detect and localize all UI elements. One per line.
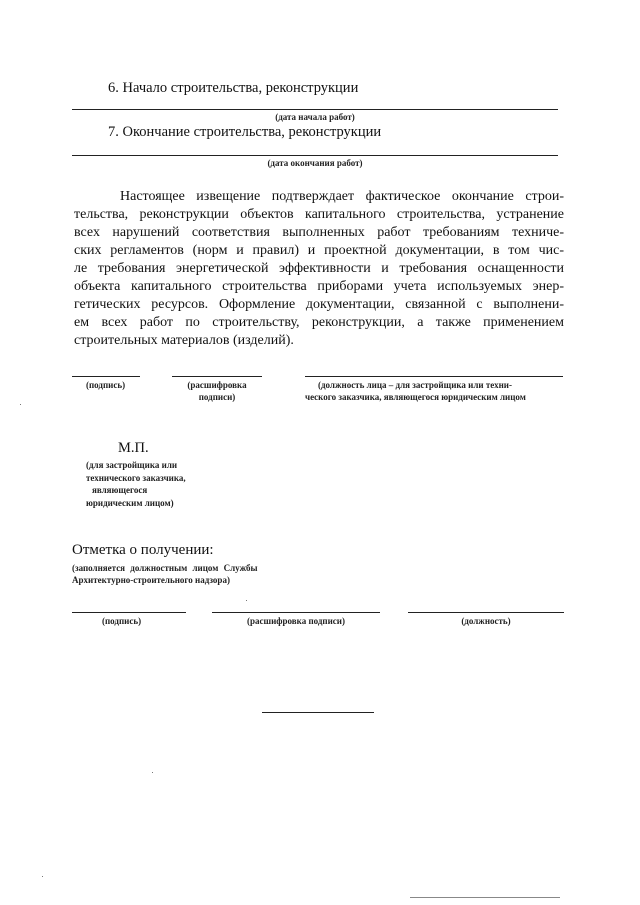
statement-line: всех нарушений соответствия выполненных работ требованиям техниче- — [74, 225, 564, 240]
statement-line: ем всех работ по строительству, реконструкции, а также применением — [74, 315, 564, 330]
receipt-title: Отметка о получении: — [72, 542, 214, 558]
statement-line: ских регламентов (норм и правил) и проектной документации, в том чис- — [74, 243, 564, 258]
developer-signature-line[interactable] — [72, 376, 140, 377]
start-date-line[interactable] — [72, 109, 558, 110]
statement-line: Настоящее извещение подтверждает фактическое окончание строи- — [120, 189, 564, 204]
receipt-decoding-caption: (расшифровка подписи) — [247, 616, 345, 626]
developer-signature-caption: (подпись) — [86, 380, 126, 390]
developer-decoding-caption-1: (расшифровка — [187, 380, 247, 390]
end-date-caption: (дата окончания работ) — [267, 158, 363, 168]
receipt-position-line[interactable] — [408, 612, 564, 613]
separator-rule — [262, 712, 374, 713]
stamp-note-line: являющегося — [92, 485, 148, 495]
end-date-line[interactable] — [72, 155, 558, 156]
scan-speck — [42, 876, 43, 877]
start-heading: 6. Начало строительства, реконструкции — [108, 80, 359, 96]
start-date-caption: (дата начала работ) — [275, 112, 355, 122]
receipt-position-caption: (должность) — [461, 616, 511, 626]
developer-position-caption-2: ческого заказчика, являющегося юридическим лицом — [305, 392, 526, 402]
receipt-signature-caption: (подпись) — [102, 616, 142, 626]
statement-line: тельства, реконструкции объектов капитального строительства, устранение — [74, 207, 564, 222]
receipt-signature-line[interactable] — [72, 612, 186, 613]
statement-line: гетических ресурсов. Оформление документации, связанной с выполнени- — [74, 297, 564, 312]
bottom-edge-mark — [410, 897, 560, 898]
stamp-label: М.П. — [118, 440, 149, 456]
developer-position-caption-1: (должность лица – для застройщика или техни- — [318, 380, 512, 390]
developer-decoding-caption-2: подписи) — [198, 392, 236, 402]
statement-line: ле требования энергетической эффективности и требования оснащенности — [74, 261, 564, 276]
scan-speck — [20, 404, 21, 405]
stamp-note-line: юридическим лицом) — [86, 497, 174, 508]
statement-line: объекта капитального строительства приборами учета используемых энер- — [74, 279, 564, 294]
stamp-note-line: технического заказчика, — [86, 472, 186, 483]
scan-speck — [246, 600, 247, 601]
scan-speck — [152, 772, 153, 773]
developer-decoding-line[interactable] — [172, 376, 262, 377]
developer-position-line[interactable] — [305, 376, 563, 377]
statement-line: строительных материалов (изделий). — [74, 333, 294, 348]
stamp-note — [86, 459, 186, 509]
stamp-note-line: (для застройщика или — [86, 460, 178, 470]
end-heading: 7. Окончание строительства, реконструкции — [108, 124, 382, 140]
statement-paragraph — [74, 188, 564, 350]
receipt-note-2: Архитектурно-строительного надзора) — [72, 575, 230, 585]
receipt-decoding-line[interactable] — [212, 612, 380, 613]
receipt-note-1: (заполняется должностным лицом Службы — [72, 563, 258, 573]
